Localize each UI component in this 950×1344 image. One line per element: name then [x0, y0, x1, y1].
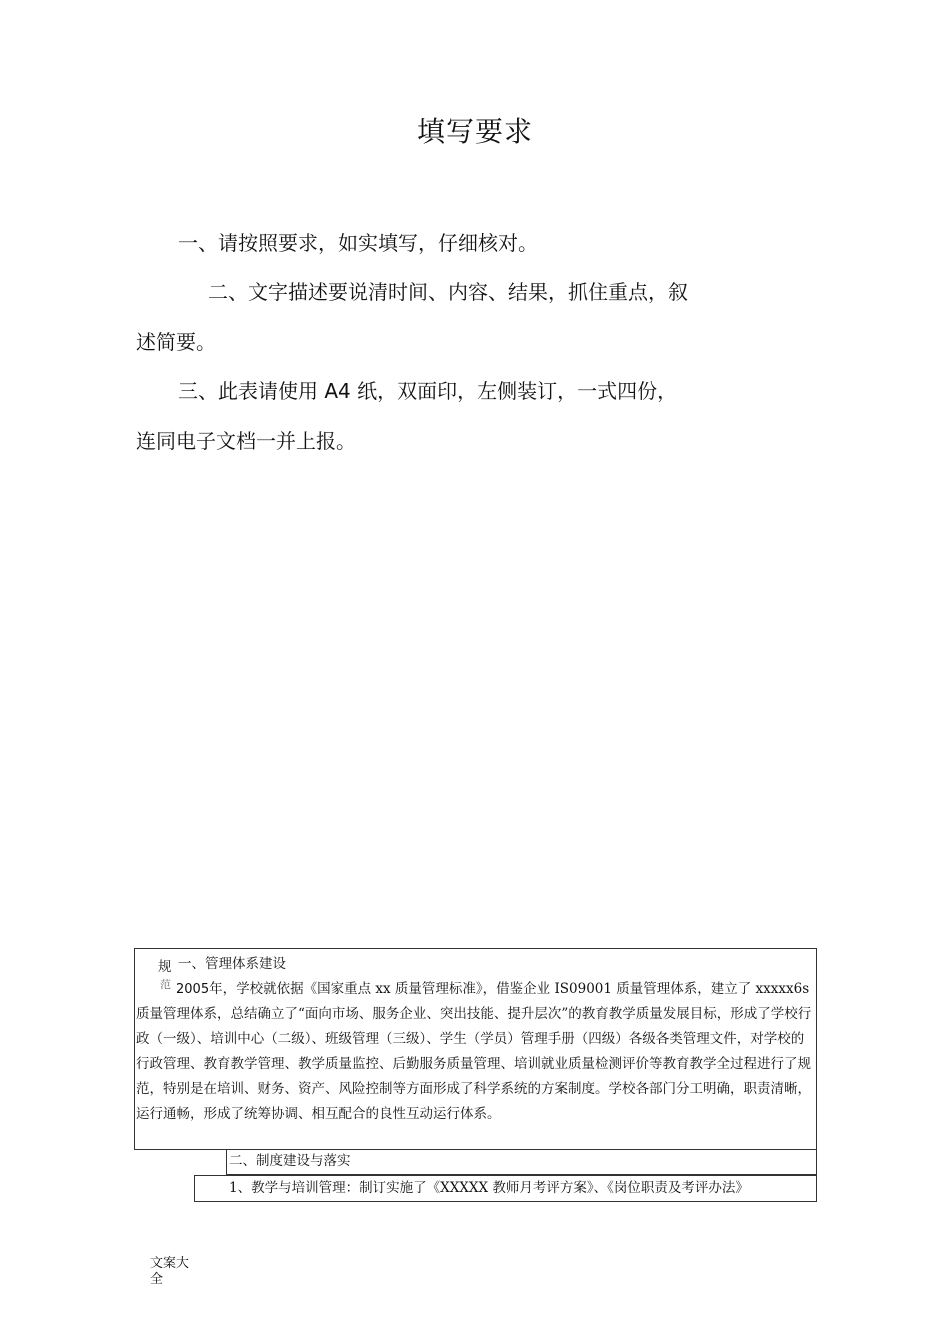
page-title: 填写要求 — [416, 115, 533, 148]
section-1-body — [136, 977, 812, 1127]
table-side-label-2: 范 — [160, 978, 171, 991]
section-1-heading: 一、管理体系建设 — [178, 956, 286, 972]
instruction-item-3-line-1: 三、此表请使用 A4 纸，双面印，左侧装订，一式四份， — [178, 379, 678, 403]
instruction-item-3-line-2: 连同电子文档一并上报。 — [136, 429, 356, 453]
section-2-item-1: 1、教学与培训管理：制订实施了《XXXXX 教师月考评方案》、《岗位职责及考评办法》 — [229, 1180, 749, 1196]
footer-text: 文案大全 — [150, 1256, 190, 1287]
instruction-item-2-line-2: 述简要。 — [136, 330, 216, 354]
section-2-heading-row — [226, 1149, 817, 1175]
section-1-text: 年，学校就依据《国家重点 xx 质量管理标准》，借鉴企业 IS09001 质量管理体系，建立了 xxxxx6s 质量管理体系，总结确立了“面向市场、服务企业、突出技能、提升层次”的教育教学质量发展目标，形成了学校行政（一级）、培训中心（二级）、班级管理（三级）、学生（学员）管理手册（四级）各级各类管理文件，对学校的行政管理、教育教学管理、教学质量监控、后勤服务质量管理、培训就业质量检测评价等教育教学全过程进行了规范，特别是在培训、财务、资产、风险控制等方面形成了科学系统的方案制度。学校各部门分工明确，职责清晰，运行通畅，形成了统筹协调、相互配合的良性互动运行体系。 — [136, 981, 812, 1122]
instruction-item-1: 一、请按照要求，如实填写，仔细核对。 — [178, 231, 538, 255]
section-2-item-row — [194, 1175, 817, 1202]
table-side-label: 规 — [158, 959, 172, 975]
instruction-item-2-line-1: 二、文字描述要说清时间、内容、结果，抓住重点，叙 — [208, 280, 688, 304]
section-1-year: 2005 — [176, 982, 210, 997]
section-2-heading: 二、制度建设与落实 — [229, 1153, 351, 1169]
